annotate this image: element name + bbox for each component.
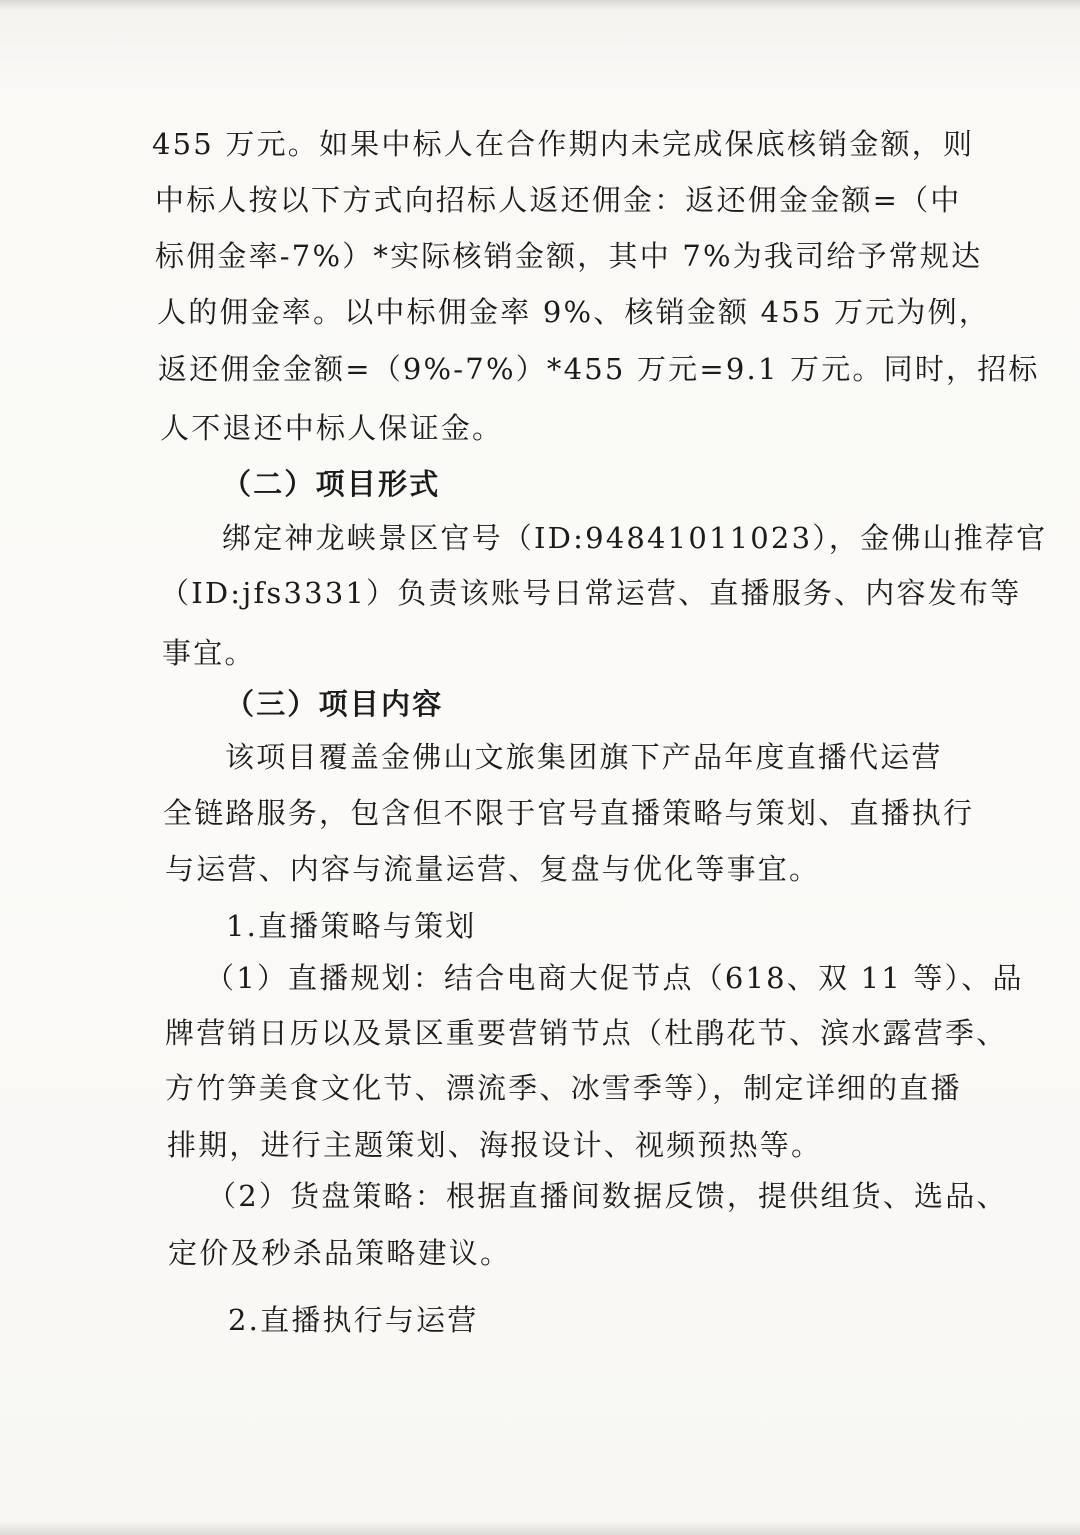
paragraph-line: 与运营、内容与流量运营、复盘与优化等事宜。 [165,852,821,886]
paragraph-line: 事宜。 [162,636,256,670]
paragraph-line: （ID:jfs3331）负责该账号日常运营、直播服务、内容发布等 [160,576,1022,610]
subsection-heading-strategy: 1.直播策略与策划 [226,909,477,943]
paragraph-line: 返还佣金金额=（9%-7%）*455 万元=9.1 万元。同时，招标 [158,352,1040,386]
paragraph-line: 标佣金率-7%）*实际核销金额，其中 7%为我司给予常规达 [155,239,983,273]
paragraph-line: 人的佣金率。以中标佣金率 9%、核销金额 455 万元为例， [157,295,991,329]
paragraph-line: 绑定神龙峡景区官号（ID:94841011023），金佛山推荐官 [222,521,1048,555]
paragraph-line: 牌营销日历以及景区重要营销节点（杜鹃花节、滨水露营季、 [165,1016,1008,1050]
paragraph-line: 人不退还中标人保证金。 [160,411,504,445]
paragraph-line: 定价及秒杀品策略建议。 [168,1236,512,1270]
section-heading-form: （二）项目形式 [222,467,441,501]
page-bottom-shadow [0,1521,1080,1535]
paragraph-line: 方竹笋美食文化节、漂流季、冰雪季等），制定详细的直播 [165,1071,962,1105]
paragraph-line: 排期，进行主题策划、海报设计、视频预热等。 [167,1128,823,1162]
page-top-shadow [0,0,1080,10]
subsection-heading-execution: 2.直播执行与运营 [228,1303,479,1337]
section-heading-content: （三）项目内容 [225,687,444,721]
paragraph-line: 455 万元。如果中标人在合作期内未完成保底核销金额，则 [152,127,975,161]
paragraph-line: 该项目覆盖金佛山文旅集团旗下产品年度直播代运营 [225,740,943,774]
paragraph-line: （2）货盘策略：根据直播间数据反馈，提供组货、选品、 [207,1179,1008,1213]
paragraph-line: （1）直播规划：结合电商大促节点（618、双 11 等）、品 [205,961,1024,995]
paragraph-line: 中标人按以下方式向招标人返还佣金：返还佣金金额=（中 [155,183,962,217]
paragraph-line: 全链路服务，包含但不限于官号直播策略与策划、直播执行 [163,796,975,830]
